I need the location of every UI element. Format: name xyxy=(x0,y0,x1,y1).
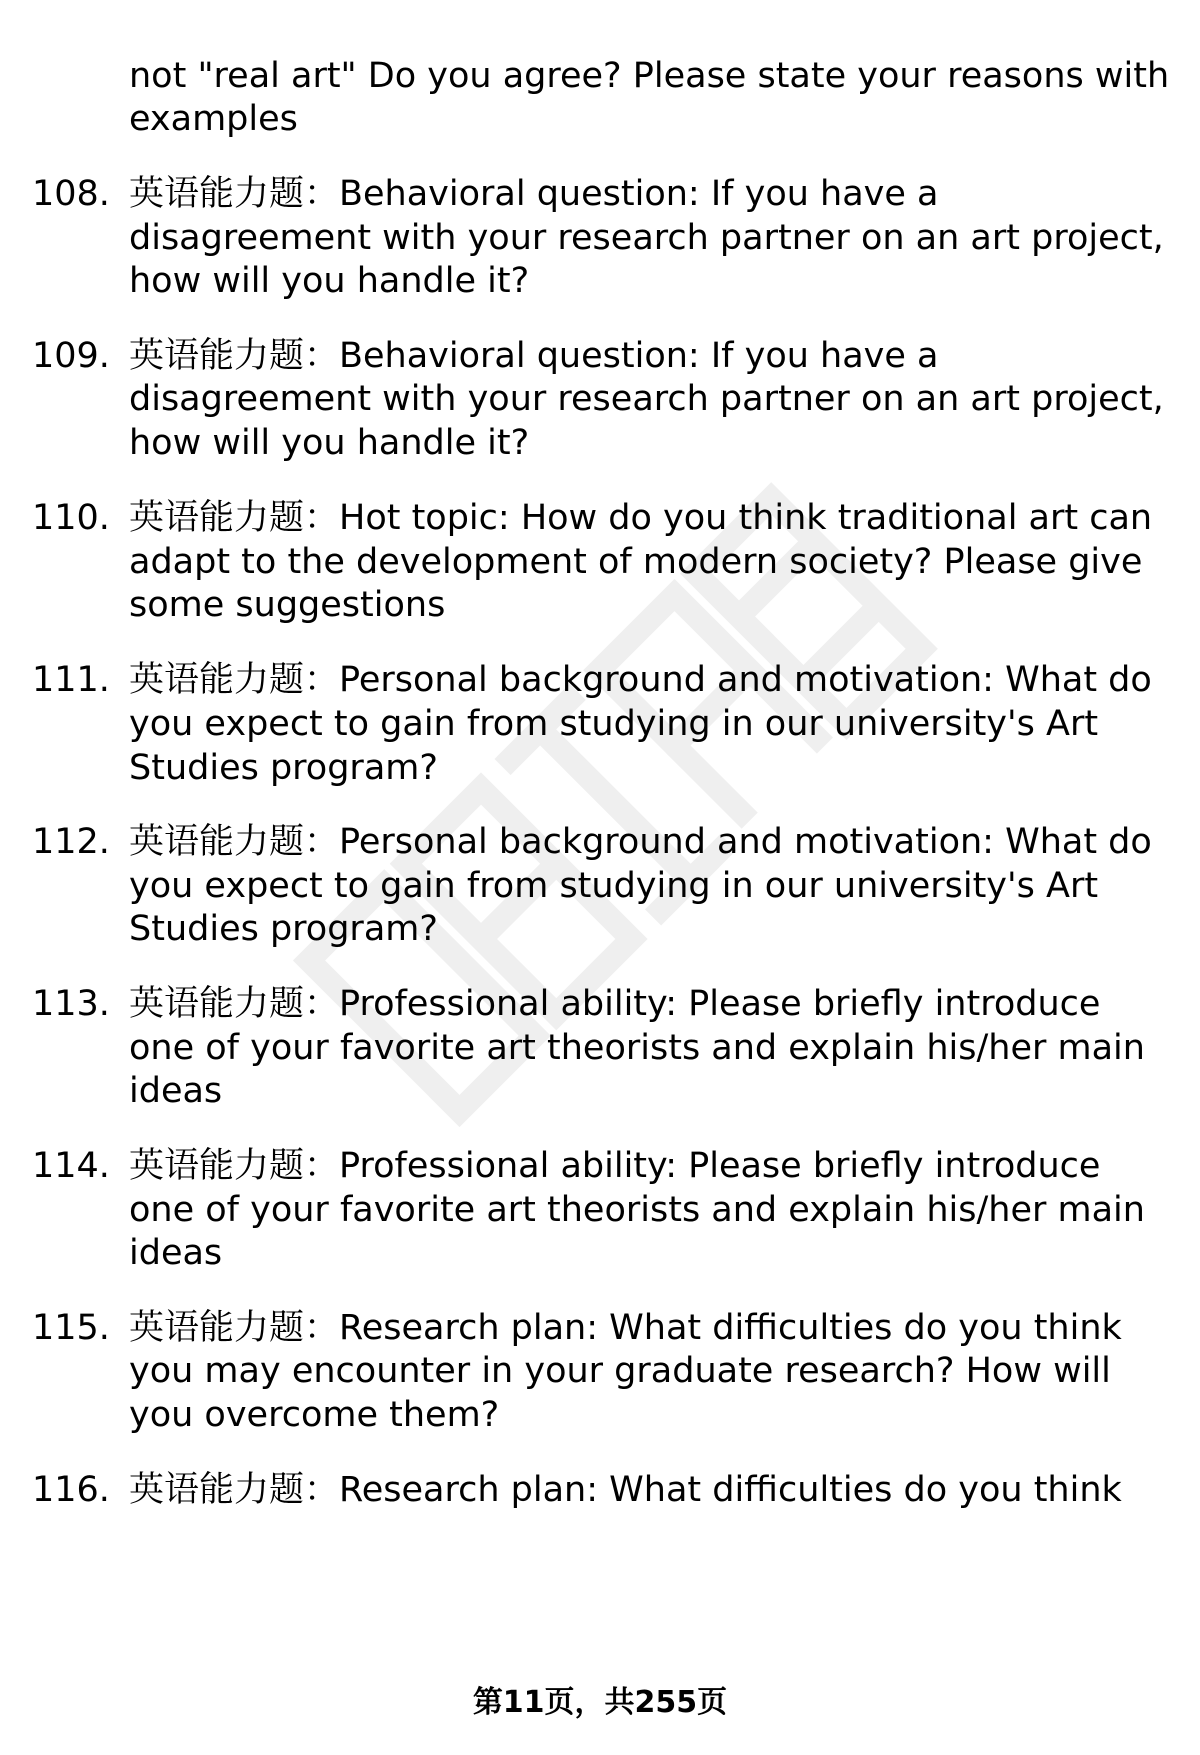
question-line: you may encounter in your graduate research? How will xyxy=(129,1351,1111,1391)
question-line: disagreement with your research partner on an art project, xyxy=(129,379,1164,419)
question-line: disagreement with your research partner on an art project, xyxy=(129,218,1164,258)
intro-line: not "real art" Do you agree? Please state your reasons with xyxy=(129,56,1170,96)
question-line: ideas xyxy=(129,1071,223,1111)
question-line: 英语能力题：Research plan: What difficulties do you think xyxy=(129,1470,1122,1510)
question-number: 112. xyxy=(32,822,110,862)
intro-line: examples xyxy=(129,99,298,139)
question-line: 英语能力题：Personal background and motivation: What do xyxy=(129,660,1152,700)
question-number: 109. xyxy=(32,336,110,376)
question-number: 113. xyxy=(32,984,110,1024)
question-line: Studies program? xyxy=(129,909,438,949)
question-number: 110. xyxy=(32,498,110,538)
question-line: you expect to gain from studying in our university's Art xyxy=(129,704,1099,744)
question-number: 114. xyxy=(32,1146,110,1186)
question-line: one of your favorite art theorists and explain his/her main xyxy=(129,1028,1145,1068)
question-line: 英语能力题：Professional ability: Please briefly introduce xyxy=(129,984,1101,1024)
question-line: 英语能力题：Behavioral question: If you have a xyxy=(129,174,939,214)
question-line: adapt to the development of modern society? Please give xyxy=(129,542,1143,582)
question-line: some suggestions xyxy=(129,585,446,625)
question-line: 英语能力题：Hot topic: How do you think traditional art can xyxy=(129,498,1153,538)
question-line: ideas xyxy=(129,1233,223,1273)
question-line: one of your favorite art theorists and explain his/her main xyxy=(129,1190,1145,1230)
question-line: you expect to gain from studying in our university's Art xyxy=(129,866,1099,906)
question-line: 英语能力题：Professional ability: Please briefly introduce xyxy=(129,1146,1101,1186)
page-footer: 第11页，共255页 xyxy=(472,1685,728,1720)
question-number: 111. xyxy=(32,660,110,700)
question-number: 108. xyxy=(32,174,110,214)
question-number: 116. xyxy=(32,1470,110,1510)
question-line: how will you handle it? xyxy=(129,423,530,463)
question-line: 英语能力题：Personal background and motivation: What do xyxy=(129,822,1152,862)
question-number: 115. xyxy=(32,1308,110,1348)
question-line: how will you handle it? xyxy=(129,261,530,301)
question-line: 英语能力题：Behavioral question: If you have a xyxy=(129,336,939,376)
question-line: you overcome them? xyxy=(129,1395,500,1435)
question-line: Studies program? xyxy=(129,748,438,788)
question-line: 英语能力题：Research plan: What difficulties do you think xyxy=(129,1308,1122,1348)
